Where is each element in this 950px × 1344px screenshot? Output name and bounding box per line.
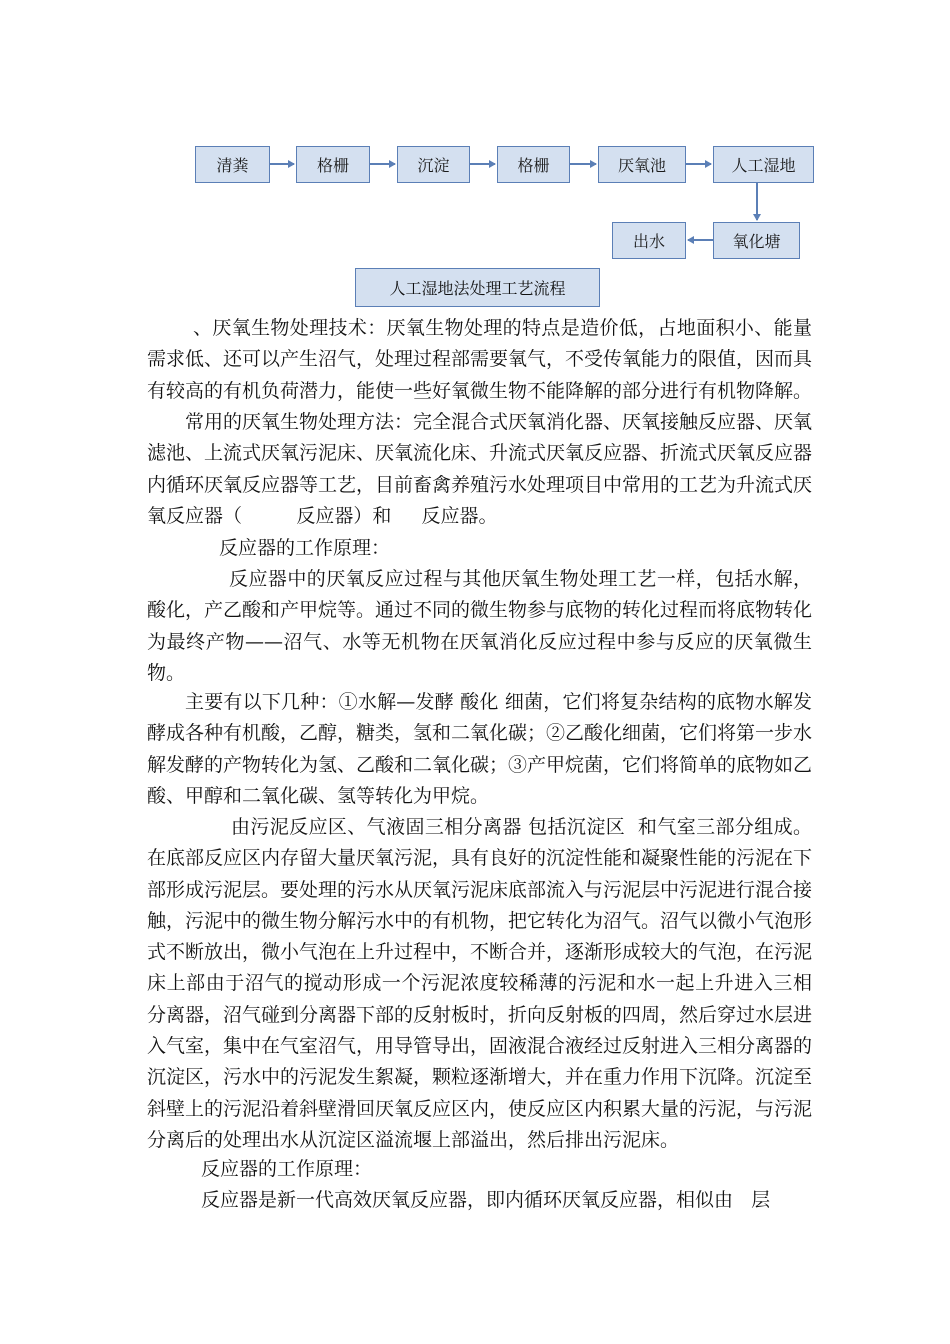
text-line: 由污泥反应区、气液固三相分离器 包括沉淀区 和气室三部分组成。 <box>231 816 812 838</box>
text-line: 入气室，集中在气室沼气，用导管导出，固液混合液经过反射进入三相分离器的 <box>147 1035 813 1058</box>
flow-box-oxidation-pond: 氧化塘 <box>713 222 800 259</box>
text-line: 物。 <box>147 661 186 684</box>
text-line: 部形成污泥层。要处理的污水从厌氧污泥床底部流入与污泥层中污泥进行混合接 <box>147 878 813 901</box>
text-line: 内循环厌氧反应器等工艺，目前畜禽养殖污水处理项目中常用的工艺为升流式厌 <box>147 473 813 496</box>
paragraph-ic-reactor <box>147 1185 812 1216</box>
heading-reactor-principle-1 <box>147 533 812 564</box>
heading-reactor-principle-2 <box>147 1154 812 1185</box>
text-line: 氧反应器（ 反应器）和 反应器。 <box>147 504 498 527</box>
text-line: 酸化，产乙酸和产甲烷等。通过不同的微生物参与底物的转化过程而将底物转化 <box>147 599 813 622</box>
text-line: 有较高的有机负荷潜力，能使一些好氧微生物不能降解的部分进行有机物降解。 <box>147 379 813 402</box>
text-line: 主要有以下几种：①水解—发酵 酸化 细菌，它们将复杂结构的底物水解发 <box>185 691 812 713</box>
paragraph-uasb-structure <box>147 812 812 1156</box>
paragraph-reactor-process <box>147 564 812 689</box>
text-line: 反应器中的厌氧反应过程与其他厌氧生物处理工艺一样，包括水解， <box>229 568 812 590</box>
text-line: 反应器是新一代高效厌氧反应器，即内循环厌氧反应器，相似由 层 <box>201 1189 771 1211</box>
flow-box-gezha-2: 格栅 <box>497 146 570 183</box>
flow-box-gezha-1: 格栅 <box>296 146 370 183</box>
text-line: 斜壁上的污泥沿着斜壁滑回厌氧反应区内，使反应区内积累大量的污泥，与污泥 <box>147 1097 813 1120</box>
text-line: 酸、甲醇和二氧化碳、氢等转化为甲烷。 <box>147 784 490 807</box>
paragraph-common-methods <box>147 407 812 532</box>
flow-box-qingfen: 清粪 <box>195 146 270 183</box>
text-line: 分离后的处理出水从沉淀区溢流堰上部溢出，然后排出污泥床。 <box>147 1128 680 1151</box>
paragraph-microbes <box>147 687 812 812</box>
text-line: 解发酵的产物转化为氢、乙酸和二氧化碳；③产甲烷菌，它们将简单的底物如乙 <box>147 753 813 776</box>
text-line: 床上部由于沼气的搅动形成一个污泥浓度较稀薄的污泥和水一起上升进入三相 <box>147 972 812 995</box>
flowchart-caption: 人工湿地法处理工艺流程 <box>355 268 600 307</box>
text-line: 式不断放出，微小气泡在上升过程中，不断合并，逐渐形成较大的气泡，在污泥 <box>147 941 813 964</box>
flow-box-outflow: 出水 <box>612 222 686 259</box>
text-line: 常用的厌氧生物处理方法：完全混合式厌氧消化器、厌氧接触反应器、厌氧 <box>185 411 813 433</box>
text-line: 分离器，沼气碰到分离器下部的反射板时，折向反射板的四周，然后穿过水层进 <box>147 1003 813 1026</box>
text-line: 在底部反应区内存留大量厌氧污泥，具有良好的沉淀性能和凝聚性能的污泥在下 <box>147 847 813 870</box>
text-line: 沉淀区，污水中的污泥发生絮凝，颗粒逐渐增大，并在重力作用下沉降。沉淀至 <box>147 1066 813 1089</box>
text-line: 酵成各种有机酸，乙醇，糖类，氢和二氧化碳；②乙酸化细菌，它们将第一步水 <box>147 722 813 745</box>
text-line: 触，污泥中的微生物分解污水中的有机物，把它转化为沼气。沼气以微小气泡形 <box>147 909 813 932</box>
text-line: 需求低、还可以产生沼气，处理过程部需要氧气，不受传氧能力的限值，因而具 <box>147 348 813 371</box>
text-line: 反应器的工作原理： <box>201 1158 373 1180</box>
text-line: 、厌氧生物处理技术：厌氧生物处理的特点是造价低，占地面积小、能量 <box>193 317 812 339</box>
text-line: 滤池、上流式厌氧污泥床、厌氧流化床、升流式厌氧反应器、折流式厌氧反应器 <box>147 442 813 465</box>
paragraph-anaerobic-tech <box>147 313 812 407</box>
flow-box-anaerobic-tank: 厌氧池 <box>598 146 686 183</box>
text-line: 为最终产物——沼气、水等无机物在厌氧消化反应过程中参与反应的厌氧微生 <box>147 630 812 653</box>
flow-box-wetland: 人工湿地 <box>713 146 814 183</box>
flow-box-chendian: 沉淀 <box>397 146 470 183</box>
text-line: 反应器的工作原理： <box>219 537 391 559</box>
